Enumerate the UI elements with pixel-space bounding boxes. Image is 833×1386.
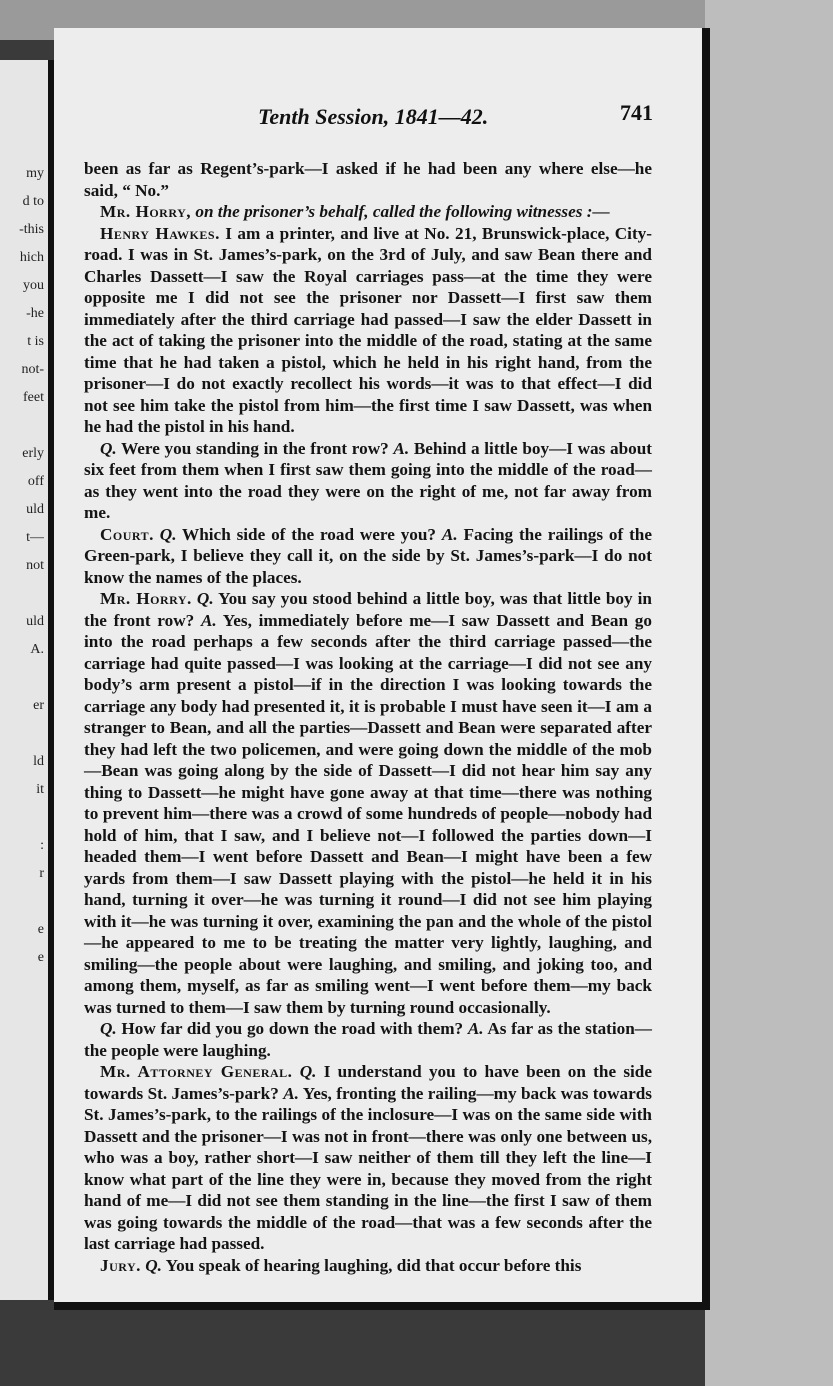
speaker-label: Jury.	[100, 1255, 141, 1275]
facing-page-fragment	[2, 580, 44, 608]
facing-page-fragment: hich	[19, 250, 44, 265]
facing-page-fragment: not	[26, 558, 44, 573]
page-header	[54, 100, 694, 134]
paragraph-text: Facing the railings of the Green-park, I believe they call it, on the side by St. James’s-park—I do not know the names of the places.	[84, 524, 652, 587]
facing-page-fragment	[2, 888, 44, 916]
italic-text: A.	[200, 610, 217, 630]
running-head: Tenth Session, 1841—42.	[258, 104, 489, 129]
facing-page-fragment: er	[33, 698, 44, 713]
paragraph	[84, 438, 652, 524]
facing-page-fragment: d to	[22, 194, 44, 209]
paragraph-text: You say you stood behind a little boy, was that little boy in the front row?	[84, 589, 652, 630]
speaker-label: Mr. Horry,	[100, 202, 192, 221]
facing-page-fragment	[2, 664, 44, 692]
speaker-label: Mr. Horry.	[100, 589, 192, 608]
paragraph-text: Were you standing in the front row?	[116, 438, 394, 458]
speaker-label: Court.	[100, 524, 154, 544]
paragraph	[84, 1061, 652, 1255]
paragraph-text: As far as the station—the people were laughing.	[84, 1019, 652, 1060]
speaker-label: Henry Hawkes.	[100, 223, 220, 243]
italic-text: on the prisoner’s behalf, called the following witnesses :—	[191, 202, 610, 221]
facing-page-fragment: :	[40, 838, 44, 853]
facing-page-fragment: erly	[22, 446, 44, 461]
paragraph	[84, 588, 652, 1018]
italic-text: A.	[441, 524, 458, 544]
facing-page-fragment: A.	[30, 642, 44, 657]
facing-page-fragment: off	[27, 474, 44, 489]
italic-text: Q.	[191, 589, 214, 608]
scan-background-right	[705, 0, 833, 1386]
facing-page-fragment	[2, 412, 44, 440]
facing-page-fragment: my	[26, 166, 44, 181]
facing-page-fragment: uld	[26, 502, 44, 517]
paragraph-text: Which side of the road were you?	[176, 524, 442, 544]
facing-page-edge	[0, 60, 54, 1300]
paragraph	[84, 1255, 652, 1277]
paragraph-text: Yes, fronting the railing—my back was towards St. James’s-park, to the railings of the inclosure—I was on the same side with Dassett and the prisoner—I was not in front—there was only one between us, who was a boy, rather short—I saw neither of them till they left the line—I know what part of the line they were in, because they moved from the right hand of me—I did not see them standing in the line—the first I saw of them was going towards the middle of the road—that was a few seconds after the last carriage had passed.	[84, 1083, 652, 1253]
italic-text: Q.	[140, 1255, 162, 1275]
facing-page-fragment: uld	[26, 614, 44, 629]
facing-page-fragment: e	[37, 950, 44, 965]
paragraph-text: Yes, immediately before me—I saw Dassett and Bean go into the road perhaps a few seconds after the third carriage passed—the carriage had quite passed—I was looking at the carriage—I did not see any body’s arm present a pistol—if in the direction I was looking towards the carriage any body had presented it, it is probable I must have seen it—I am a stranger to Bean, and all the parties—Dassett and Bean were separated after they had left the two policemen, and were going down the middle of the mob—Bean was going along by the side of Dassett—I did not hear him say any thing to Dassett—he might have gone away at that time—there was nothing to prevent him—there was a crowd of some hundreds of people—nobody had hold of him, that I saw, and I believe not—I followed the parties down—I headed them—I went before Dassett and Bean—I might have been a few yards from them—I saw Dassett playing with the pistol—he held it in his hand, turning it over—he was turning it round—I did not see him playing with it—he was turning it over, examining the pan and the whole of the pistol—he appeared to me to be treating the matter very lightly, laughing, and smiling—the people about were laughing, and smiling, and joking too, and among them, myself, as far as smiling went—I went before them—my back was turned to them—I saw them by turning round occasionally.	[84, 610, 652, 1017]
paragraph	[84, 223, 652, 438]
paragraph	[84, 201, 652, 223]
facing-page-fragment: you	[23, 278, 44, 293]
facing-page-fragment: not-	[21, 362, 44, 377]
facing-page-fragment: -he	[26, 306, 44, 321]
facing-page-fragment: r	[39, 866, 44, 881]
facing-page-fragment: -this	[19, 222, 44, 237]
paragraph-text: I understand you to have been on the side towards St. James’s-park?	[84, 1062, 652, 1103]
italic-text: Q.	[100, 1019, 117, 1038]
paragraph	[84, 1018, 652, 1061]
paragraph-text: You speak of hearing laughing, did that occur before this	[161, 1255, 582, 1275]
book-page	[54, 28, 710, 1310]
page-number: 741	[620, 100, 653, 125]
facing-page-fragment: e	[37, 922, 44, 937]
italic-text: A.	[467, 1019, 484, 1038]
facing-page-fragment	[2, 804, 44, 832]
paragraph-text: I am a printer, and live at No. 21, Brunswick-place, City-road. I was in St. James’s-park, on the 3rd of July, and saw Bean there and Charles Dassett—I saw the Royal carriages pass—at the time they were opposite me I did not see the prisoner nor Dassett—I first saw them immediately after the third carriage had passed—I saw the elder Dassett in the act of taking the prisoner into the middle of the road, stating at the same time that he had taken a pistol, which he held in his right hand, from the prisoner—I do not exactly recollect his words—it was to that effect—I did not see him take the pistol from him—the first time I saw Dassett, was when he had the pistol in his hand.	[84, 223, 652, 436]
paragraph-text: Behind a little boy—I was about six feet from them when I first saw them going into the middle of the road—as they went into the road they were on the right of me, not far away from me.	[84, 438, 652, 522]
paragraph	[84, 158, 652, 201]
facing-page-fragment	[2, 972, 44, 1000]
italic-text: Q.	[292, 1062, 317, 1081]
facing-page-fragment: it	[36, 782, 44, 797]
facing-page-fragment: t—	[26, 530, 44, 545]
speaker-label: Mr. Attorney General.	[100, 1062, 293, 1081]
facing-page-fragment: ld	[33, 754, 44, 769]
facing-page-fragment: t is	[27, 334, 44, 349]
page-body-text	[84, 158, 652, 1276]
paragraph-text: How far did you go down the road with them?	[116, 1019, 468, 1038]
italic-text: Q.	[100, 438, 117, 458]
italic-text: A.	[283, 1083, 299, 1103]
paragraph	[84, 524, 652, 589]
italic-text: Q.	[153, 524, 177, 544]
facing-page-text-fragments	[2, 160, 44, 1000]
facing-page-fragment: feet	[23, 390, 44, 405]
italic-text: A.	[393, 438, 410, 458]
facing-page-fragment	[2, 720, 44, 748]
paragraph-text: been as far as Regent’s-park—I asked if he had been any where else—he said, “ No.”	[84, 159, 652, 200]
